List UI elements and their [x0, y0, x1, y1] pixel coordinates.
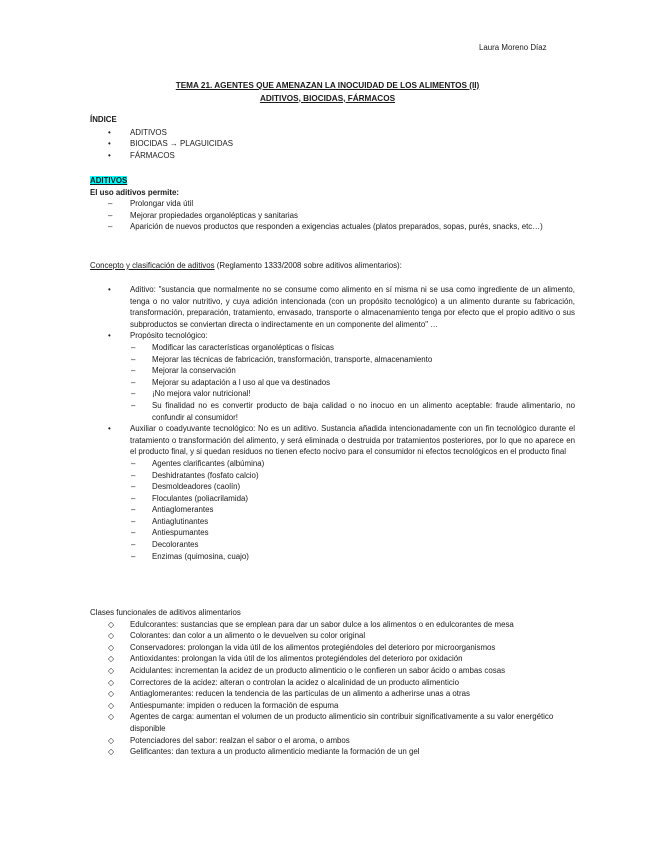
bullet-icon: •	[108, 139, 111, 149]
clase-item: ◇ Colorantes: dan color a un alimento o le devuelven su color original	[108, 631, 366, 641]
auxiliar-subitem: – Decolorantes	[131, 540, 199, 550]
author-name: Laura Moreno Díaz	[479, 43, 547, 52]
diamond-bullet-icon: ◇	[108, 700, 115, 710]
bullet-icon: •	[108, 150, 111, 160]
dash-icon: –	[131, 528, 136, 538]
auxiliar-item: • Auxiliar o coadyuvante tecnológico: No es un aditivo. Sustancia añadida intencionadamente con un fin tecnológico durante el tratamiento o transformación del alimento, y será eliminada o destruida por tratamientos posteriores, por lo que no aparece en el producto final, y si quedan residuos no tienen efecto nocivo para el consumidor ni efectos tecnológicos en el producto final	[108, 424, 575, 457]
diamond-bullet-icon: ◇	[108, 665, 115, 675]
clase-item: ◇ Antioxidantes: prolongan la vida útil de los alimentos protegiéndoles del deterioro por oxidación	[108, 654, 463, 664]
auxiliar-subitem: – Antiaglutinantes	[131, 516, 209, 526]
uso-item: – Mejorar propiedades organolépticas y sanitarias	[108, 210, 298, 220]
proposito-item: – Mejorar la conservación	[131, 366, 236, 376]
diamond-bullet-icon: ◇	[108, 677, 115, 687]
index-item: • FÁRMACOS	[108, 150, 175, 160]
index-item: • ADITIVOS	[108, 127, 167, 137]
definicion-item: • Aditivo: "sustancia que normalmente no se consume como alimento en sí misma ni se usa como ingrediente de un alimento, tenga o no valor nutritivo, y cuya adición intencionada (con un propósito tecnológico) a un alimento durante su fabricación, transformación, preparación, tratamiento, envasado, transporte o almacenamiento tenga por efecto que el propio aditivo o sus subproductos se conviertan directa o indirectamente en un componente del alimento" …	[108, 285, 575, 329]
aditivos-section	[90, 175, 575, 233]
dash-icon: –	[131, 389, 136, 399]
dash-icon: –	[131, 540, 136, 550]
dash-icon: –	[131, 505, 136, 515]
title-line-2: ADITIVOS, BIOCIDAS, FÁRMACOS	[259, 93, 396, 103]
page-title	[0, 80, 655, 105]
proposito-item: – Mejorar las técnicas de fabricación, transformación, transporte, almacenamiento	[131, 354, 433, 364]
diamond-bullet-icon: ◇	[108, 654, 115, 664]
clase-item: ◇ Edulcorantes: sustancias que se emplean para dar un sabor dulce a los alimentos o en edulcorantes de mesa	[108, 619, 514, 629]
diamond-bullet-icon: ◇	[108, 689, 115, 699]
dash-icon: –	[131, 470, 136, 480]
clases-heading: Clases funcionales de aditivos alimentarios	[90, 608, 241, 617]
proposito-item: – Su finalidad no es convertir producto de baja calidad o no inocuo en un alimento aceptable: fraude alimentario, no confundir al consumidor!	[131, 400, 575, 422]
dash-icon: –	[131, 366, 136, 376]
auxiliar-subitem: – Floculantes (poliacrilamida)	[131, 493, 249, 503]
bullet-icon: •	[108, 285, 111, 294]
dash-icon: –	[131, 516, 136, 526]
uso-item: – Aparición de nuevos productos que responden a exigencias actuales (platos preparados, sopas, purés, snacks, etc…)	[108, 222, 543, 232]
auxiliar-subitem: – Desmoldeadores (caolín)	[131, 482, 241, 492]
clase-item: ◇ Conservadores: prolongan la vida útil de los alimentos protegiéndoles del deterioro por microorganismos	[108, 642, 496, 652]
concepto-heading: Concepto y clasificación de aditivos (Reglamento 1333/2008 sobre aditivos alimentarios):	[90, 261, 402, 270]
clase-item: ◇ Antiespumante: impiden o reducen la formación de espuma	[108, 700, 339, 710]
clase-item: ◇ Correctores de la acidez: alteran o controlan la acidez o alcalinidad de un producto alimenticio	[108, 677, 459, 687]
title-line-1: TEMA 21. AGENTES QUE AMENAZAN LA INOCUIDAD DE LOS ALIMENTOS (II)	[175, 81, 480, 90]
proposito-heading-item: • Propósito tecnológico:	[108, 331, 208, 341]
clase-item: ◇ Acidulantes: incrementan la acidez de un producto alimenticio o le confieren un sabor ácido o ambas cosas	[108, 665, 506, 675]
dash-icon: –	[131, 551, 136, 561]
diamond-bullet-icon: ◇	[108, 747, 115, 757]
clase-item: ◇ Gelificantes: dan textura a un producto alimenticio mediante la formación de un gel	[108, 747, 420, 757]
dash-icon: –	[131, 493, 136, 503]
dash-icon: –	[131, 400, 136, 410]
clase-item: ◇ Antiaglomerantes: reducen la tendencia de las partículas de un alimento a adherirse unas a otras	[108, 689, 470, 699]
dash-icon: –	[131, 377, 136, 387]
bullet-icon: •	[108, 331, 111, 341]
concepto-body	[90, 284, 575, 562]
diamond-bullet-icon: ◇	[108, 735, 115, 745]
auxiliar-subitem: – Deshidratantes (fosfato calcio)	[131, 470, 259, 480]
dash-icon: –	[108, 199, 113, 209]
diamond-bullet-icon: ◇	[108, 712, 115, 722]
dash-icon: –	[131, 354, 136, 364]
aditivos-heading: ADITIVOS	[90, 176, 128, 185]
clase-item: ◇ Agentes de carga: aumentan el volumen de un producto alimenticio sin contribuir significativamente a su valor energético disponible	[108, 712, 554, 733]
concepto-section	[90, 260, 575, 272]
dash-icon: –	[108, 210, 113, 220]
auxiliar-subitem: – Agentes clarificantes (albúmina)	[131, 458, 265, 468]
uso-heading: El uso aditivos permite:	[90, 187, 180, 197]
clases-section	[90, 607, 575, 758]
diamond-bullet-icon: ◇	[108, 642, 115, 652]
proposito-item: – Mejorar su adaptación a l uso al que va destinados	[131, 377, 331, 387]
clase-item: ◇ Potenciadores del sabor: realzan el sabor o el aroma, o ambos	[108, 735, 350, 745]
uso-item: – Prolongar vida útil	[108, 199, 194, 209]
auxiliar-subitem: – Antiespumantes	[131, 528, 209, 538]
diamond-bullet-icon: ◇	[108, 619, 115, 629]
bullet-icon: •	[108, 127, 111, 137]
bullet-icon: •	[108, 424, 111, 434]
diamond-bullet-icon: ◇	[108, 631, 115, 641]
index-section	[90, 114, 575, 161]
dash-icon: –	[108, 222, 113, 232]
index-heading: ÍNDICE	[90, 115, 117, 124]
dash-icon: –	[131, 482, 136, 492]
dash-icon: –	[131, 342, 136, 352]
proposito-item: – ¡No mejora valor nutricional!	[131, 389, 251, 399]
auxiliar-subitem: – Antiaglomerantes	[131, 505, 214, 515]
index-item: • BIOCIDAS → PLAGUICIDAS	[108, 139, 234, 149]
auxiliar-subitem: – Enzimas (quimosina, cuajo)	[131, 551, 249, 561]
proposito-item: – Modificar las características organolépticas o físicas	[131, 342, 334, 352]
dash-icon: –	[131, 458, 136, 468]
